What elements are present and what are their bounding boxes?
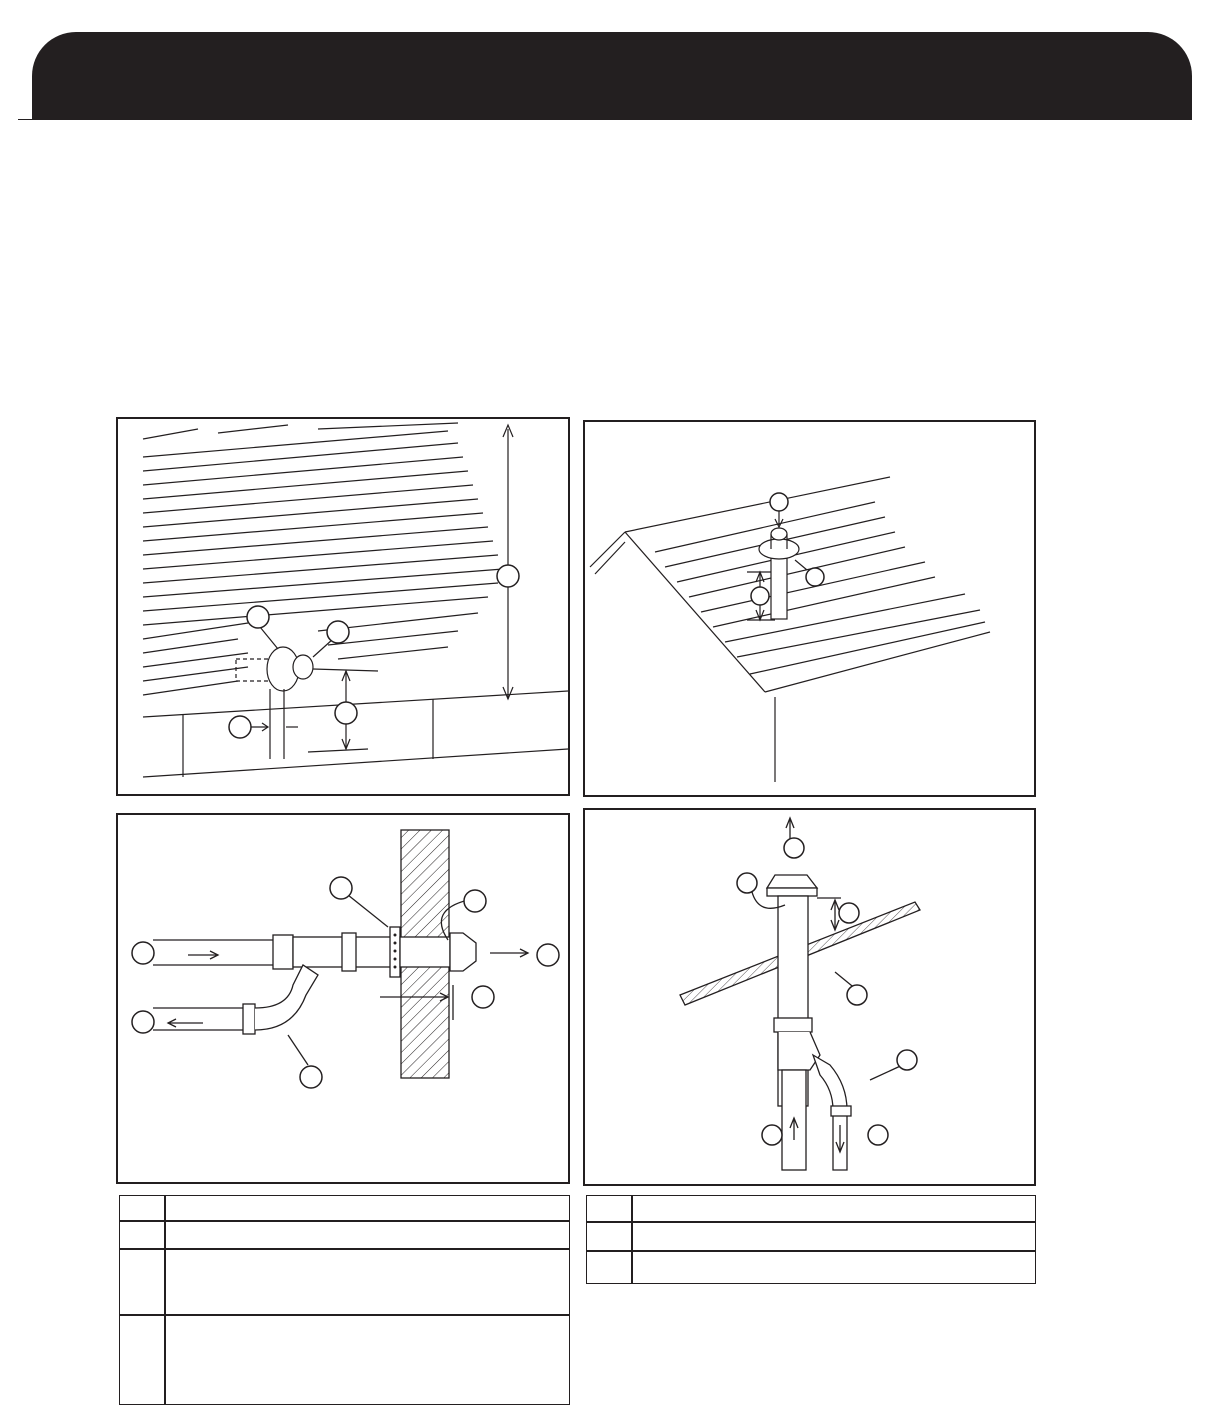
- legend-row: [120, 1250, 569, 1316]
- roof-exterior-drawing: [585, 422, 1034, 795]
- header-rule: [18, 119, 1190, 120]
- legend-key: [587, 1223, 633, 1250]
- figure-sidewall-section: [116, 813, 570, 1184]
- legend-row: [587, 1252, 1035, 1284]
- header-bar: [32, 32, 1192, 120]
- legend-key: [120, 1250, 166, 1314]
- callout-marker: [229, 716, 251, 738]
- legend-table-right: [586, 1195, 1036, 1284]
- figure-sidewall-exterior: [116, 417, 570, 796]
- legend-row: [120, 1316, 569, 1404]
- legend-key: [120, 1316, 166, 1404]
- legend-row: [120, 1196, 569, 1222]
- legend-key: [120, 1222, 166, 1248]
- legend-key: [587, 1196, 633, 1221]
- legend-table-left: [119, 1195, 570, 1405]
- legend-key: [587, 1252, 633, 1284]
- sidewall-section-drawing: [118, 815, 568, 1182]
- callout-marker: [247, 606, 269, 628]
- legend-row: [120, 1222, 569, 1250]
- legend-row: [587, 1196, 1035, 1223]
- callout-marker: [327, 621, 349, 643]
- sidewall-exterior-drawing: [118, 419, 568, 794]
- legend-row: [587, 1223, 1035, 1252]
- callout-marker: [497, 565, 519, 587]
- roof-section-drawing: [585, 810, 1034, 1184]
- callout-marker: [335, 702, 357, 724]
- figure-roof-exterior: [583, 420, 1036, 797]
- figure-roof-section: [583, 808, 1036, 1186]
- legend-key: [120, 1196, 166, 1220]
